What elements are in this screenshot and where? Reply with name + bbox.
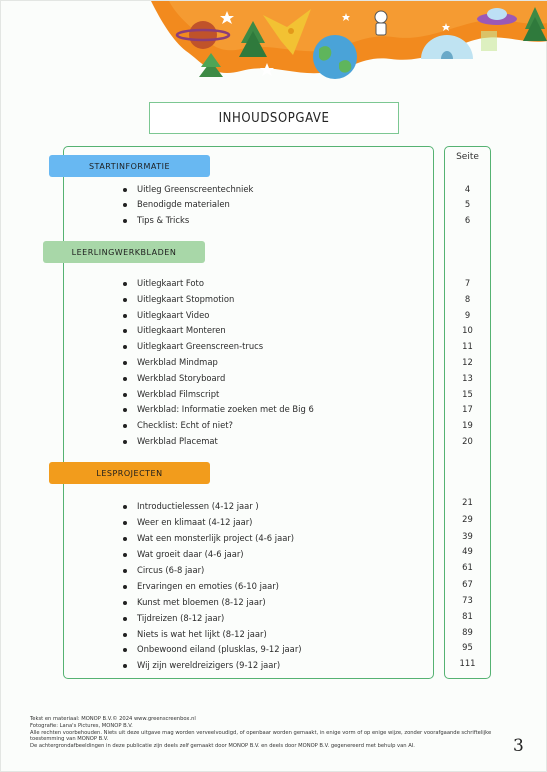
section-tab-startinformatie: STARTINFORMATIE	[49, 155, 210, 177]
list-item: Tijdreizen (8-12 jaar) 81	[123, 613, 493, 627]
bullet	[123, 424, 127, 428]
list-item: Niets is wat het lijkt (8-12 jaar) 89	[123, 629, 493, 643]
bullet	[123, 521, 127, 525]
footer-line: Tekst en materiaal: MONOP B.V.© 2024 www.greenscreenbox.nl	[30, 716, 196, 722]
list-item: Uitlegkaart Foto 7	[123, 278, 493, 292]
section-tab-leerlingwerkbladen: LEERLINGWERKBLADEN	[43, 241, 205, 263]
header-banner	[1, 1, 547, 91]
bullet	[123, 345, 127, 349]
bullet	[123, 537, 127, 541]
list-item: Uitlegkaart Video 9	[123, 310, 493, 324]
list-item: Werkblad Filmscript 15	[123, 389, 493, 403]
list-item: Uitlegkaart Greenscreen-trucs 11	[123, 341, 493, 355]
bullet	[123, 569, 127, 573]
list-item: Uitlegkaart Stopmotion 8	[123, 294, 493, 308]
list-item: Uitleg Greenscreentechniek 4	[123, 184, 493, 198]
list-item: Werkblad Storyboard 13	[123, 373, 493, 387]
list-item: Uitlegkaart Monteren 10	[123, 325, 493, 339]
list-item: Ervaringen en emoties (6-10 jaar) 67	[123, 581, 493, 595]
bullet	[123, 553, 127, 557]
bullet	[123, 585, 127, 589]
bullet	[123, 329, 127, 333]
list-item: Introductielessen (4-12 jaar ) 21	[123, 501, 493, 515]
list-item: Werkblad: Informatie zoeken met de Big 6 17	[123, 404, 493, 418]
bullet	[123, 377, 127, 381]
astronaut-icon	[375, 11, 387, 35]
list-item: Weer en klimaat (4-12 jaar) 29	[123, 517, 493, 531]
list-item: Checklist: Echt of niet? 19	[123, 420, 493, 434]
list-item: Wij zijn wereldreizigers (9-12 jaar) 111	[123, 660, 493, 674]
bullet	[123, 648, 127, 652]
bullet	[123, 664, 127, 668]
bullet	[123, 361, 127, 365]
list-item: Wat een monsterlijk project (4-6 jaar) 39	[123, 533, 493, 547]
list-item: Werkblad Placemat 20	[123, 436, 493, 450]
bullet	[123, 393, 127, 397]
list-item: Benodigde materialen 5	[123, 199, 493, 213]
bullet	[123, 408, 127, 412]
page-number: 3	[513, 736, 524, 756]
bullet	[123, 633, 127, 637]
section-tab-lesprojecten: LESPROJECTEN	[49, 462, 210, 484]
bullet	[123, 601, 127, 605]
footer-credits	[30, 716, 500, 750]
bullet	[123, 440, 127, 444]
bullet	[123, 219, 127, 223]
bullet	[123, 298, 127, 302]
bullet	[123, 314, 127, 318]
title-box	[149, 102, 399, 134]
bullet	[123, 505, 127, 509]
globe-icon	[313, 35, 357, 79]
bullet	[123, 282, 127, 286]
footer-line: Alle rechten voorbehouden. Niets uit deze uitgave mag worden verveelvoudigd, of openbaar worden gemaakt, in enige vorm of op enige wijze, zonder voorafgaande schriftelijke toestemming van MONOP B.V.	[30, 729, 492, 743]
list-item: Werkblad Mindmap 12	[123, 357, 493, 371]
bullet	[123, 203, 127, 207]
list-item: Kunst met bloemen (8-12 jaar) 73	[123, 597, 493, 611]
page-column-header: Seite	[456, 152, 479, 162]
page-title: INHOUDSOPGAVE	[218, 110, 330, 126]
list-item: Tips & Tricks 6	[123, 215, 493, 229]
list-item: Onbewoond eiland (plusklas, 9-12 jaar) 95	[123, 644, 493, 658]
bullet	[123, 617, 127, 621]
list-item: Wat groeit daar (4-6 jaar) 49	[123, 549, 493, 563]
footer-line: De achtergrondafbeeldingen in deze publicatie zijn deels zelf gemaakt door MONOP B.V. en deels door MONOP B.V. gegenereerd met behulp van AI.	[30, 743, 415, 750]
footer-line: Fotografie: Lana's Pictures, MONOP B.V.	[30, 722, 133, 729]
list-item: Circus (6-8 jaar) 61	[123, 565, 493, 579]
bullet	[123, 188, 127, 192]
